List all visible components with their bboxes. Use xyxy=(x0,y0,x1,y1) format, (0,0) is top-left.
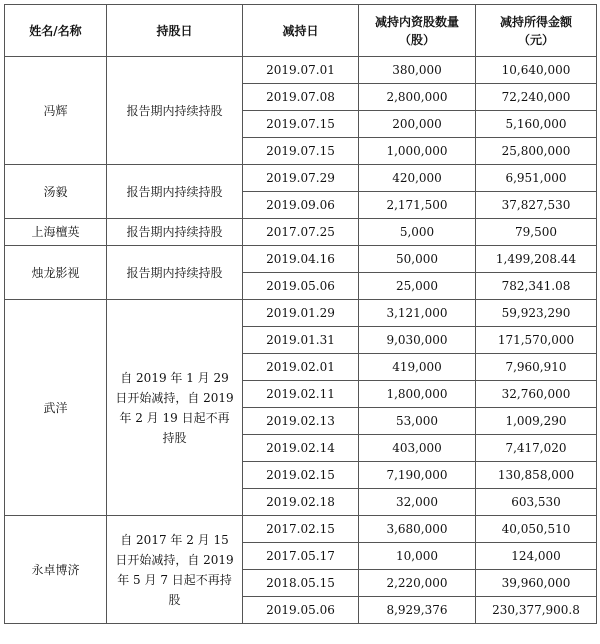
proceeds-amount: 39,960,000 xyxy=(476,570,597,597)
table-body xyxy=(5,57,597,624)
reduction-date: 2019.02.11 xyxy=(243,381,359,408)
proceeds-amount: 10,640,000 xyxy=(476,57,597,84)
proceeds-amount: 124,000 xyxy=(476,543,597,570)
reduced-shares: 403,000 xyxy=(359,435,476,462)
reduction-date: 2017.02.15 xyxy=(243,516,359,543)
reduced-shares: 2,171,500 xyxy=(359,192,476,219)
reduced-shares: 8,929,376 xyxy=(359,597,476,624)
header-shares xyxy=(359,5,476,57)
reduction-date: 2019.07.15 xyxy=(243,111,359,138)
reduced-shares: 32,000 xyxy=(359,489,476,516)
reduced-shares: 50,000 xyxy=(359,246,476,273)
table-row xyxy=(5,246,597,273)
header-shares-unit: （股） xyxy=(398,32,435,47)
table-header-row xyxy=(5,5,597,57)
reduced-shares: 380,000 xyxy=(359,57,476,84)
table-row xyxy=(5,516,597,543)
reduced-shares: 9,030,000 xyxy=(359,327,476,354)
header-shares-title: 减持内资股数量 xyxy=(374,14,459,29)
holding-period: 自 2019 年 1 月 29 日开始减持，自 2019 年 2 月 19 日起不再持股 xyxy=(107,300,243,516)
reduction-date: 2019.09.06 xyxy=(243,192,359,219)
table-row xyxy=(5,165,597,192)
reduced-shares: 200,000 xyxy=(359,111,476,138)
header-date: 减持日 xyxy=(243,5,359,57)
proceeds-amount: 25,800,000 xyxy=(476,138,597,165)
proceeds-amount: 130,858,000 xyxy=(476,462,597,489)
reduction-date: 2019.04.16 xyxy=(243,246,359,273)
table-row xyxy=(5,219,597,246)
reduction-date: 2019.05.06 xyxy=(243,273,359,300)
reduction-date: 2019.02.15 xyxy=(243,462,359,489)
reduced-shares: 2,800,000 xyxy=(359,84,476,111)
reduced-shares: 420,000 xyxy=(359,165,476,192)
proceeds-amount: 1,009,290 xyxy=(476,408,597,435)
reduced-shares: 53,000 xyxy=(359,408,476,435)
reduced-shares: 1,800,000 xyxy=(359,381,476,408)
holder-name: 汤毅 xyxy=(5,165,107,219)
reduction-date: 2019.01.29 xyxy=(243,300,359,327)
share-reduction-table xyxy=(4,4,597,624)
holder-name: 冯辉 xyxy=(5,57,107,165)
reduction-date: 2019.02.13 xyxy=(243,408,359,435)
header-holding: 持股日 xyxy=(107,5,243,57)
reduction-date: 2019.02.01 xyxy=(243,354,359,381)
reduction-date: 2019.02.14 xyxy=(243,435,359,462)
proceeds-amount: 1,499,208.44 xyxy=(476,246,597,273)
holder-name: 永卓博济 xyxy=(5,516,107,624)
proceeds-amount: 603,530 xyxy=(476,489,597,516)
proceeds-amount: 7,960,910 xyxy=(476,354,597,381)
reduced-shares: 10,000 xyxy=(359,543,476,570)
proceeds-amount: 782,341.08 xyxy=(476,273,597,300)
reduced-shares: 5,000 xyxy=(359,219,476,246)
proceeds-amount: 230,377,900.8 xyxy=(476,597,597,624)
reduced-shares: 3,121,000 xyxy=(359,300,476,327)
header-name: 姓名/名称 xyxy=(5,5,107,57)
proceeds-amount: 7,417,020 xyxy=(476,435,597,462)
proceeds-amount: 37,827,530 xyxy=(476,192,597,219)
reduction-date: 2019.07.01 xyxy=(243,57,359,84)
holding-period: 报告期内持续持股 xyxy=(107,57,243,165)
reduced-shares: 25,000 xyxy=(359,273,476,300)
holding-period: 报告期内持续持股 xyxy=(107,219,243,246)
proceeds-amount: 79,500 xyxy=(476,219,597,246)
proceeds-amount: 59,923,290 xyxy=(476,300,597,327)
reduction-date: 2019.02.18 xyxy=(243,489,359,516)
reduction-date: 2017.05.17 xyxy=(243,543,359,570)
proceeds-amount: 171,570,000 xyxy=(476,327,597,354)
reduction-date: 2019.05.06 xyxy=(243,597,359,624)
reduced-shares: 1,000,000 xyxy=(359,138,476,165)
holding-period: 报告期内持续持股 xyxy=(107,246,243,300)
proceeds-amount: 6,951,000 xyxy=(476,165,597,192)
reduction-date: 2018.05.15 xyxy=(243,570,359,597)
reduction-date: 2019.07.08 xyxy=(243,84,359,111)
proceeds-amount: 5,160,000 xyxy=(476,111,597,138)
reduced-shares: 7,190,000 xyxy=(359,462,476,489)
reduced-shares: 2,220,000 xyxy=(359,570,476,597)
holding-period: 自 2017 年 2 月 15 日开始减持，自 2019 年 5 月 7 日起不再持股 xyxy=(107,516,243,624)
header-amount-title: 减持所得金额 xyxy=(499,14,572,29)
proceeds-amount: 72,240,000 xyxy=(476,84,597,111)
holder-name: 武洋 xyxy=(5,300,107,516)
holder-name: 烛龙影视 xyxy=(5,246,107,300)
reduction-date: 2017.07.25 xyxy=(243,219,359,246)
reduction-date: 2019.01.31 xyxy=(243,327,359,354)
header-amount xyxy=(476,5,597,57)
table-row xyxy=(5,57,597,84)
reduced-shares: 419,000 xyxy=(359,354,476,381)
table-row xyxy=(5,300,597,327)
proceeds-amount: 40,050,510 xyxy=(476,516,597,543)
proceeds-amount: 32,760,000 xyxy=(476,381,597,408)
reduced-shares: 3,680,000 xyxy=(359,516,476,543)
reduction-date: 2019.07.15 xyxy=(243,138,359,165)
holding-period: 报告期内持续持股 xyxy=(107,165,243,219)
header-amount-unit: （元） xyxy=(517,32,554,47)
holder-name: 上海檀英 xyxy=(5,219,107,246)
reduction-date: 2019.07.29 xyxy=(243,165,359,192)
